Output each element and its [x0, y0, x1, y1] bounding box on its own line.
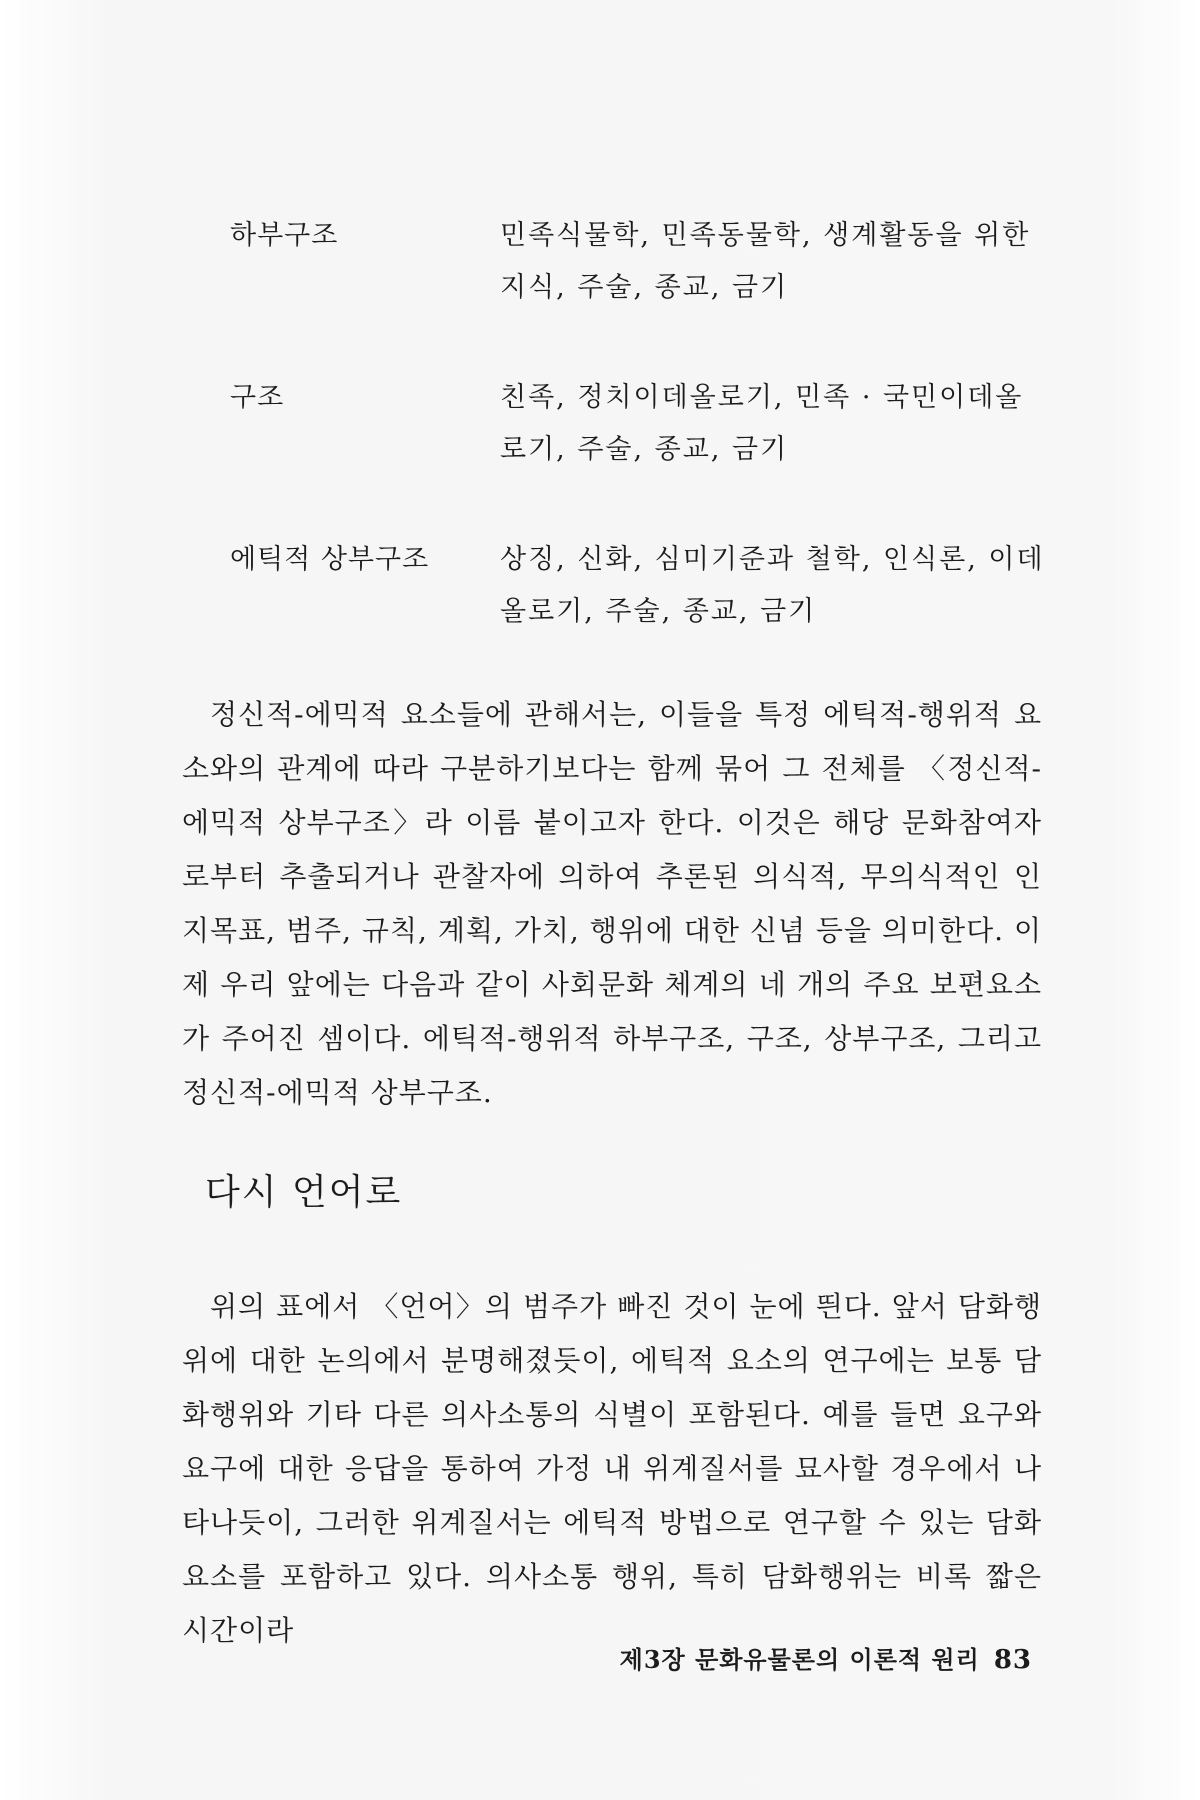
definition-description: 친족, 정치이데올로기, 민족 · 국민이데올로기, 주술, 종교, 금기	[500, 382, 1024, 465]
definition-description: 민족식물학, 민족동물학, 생계활동을 위한 지식, 주술, 종교, 금기	[500, 220, 1031, 303]
definition-table	[230, 210, 1050, 696]
section-heading: 다시 언어로	[205, 1172, 403, 1213]
definition-row	[230, 210, 1050, 314]
body-paragraph: 정신적-에믹적 요소들에 관해서는, 이들을 특정 에틱적-행위적 요소와의 관계에 따라 구분하기보다는 함께 묶어 그 전체를 〈정신적-에믹적 상부구조〉라 이름 붙이고자 한다. 이것은 해당 문화참여자로부터 추출되거나 관찰자에 의하여 추론된 의식적, 무의식적인 인지목표, 범주, 규칙, 계획, 가치, 행위에 대한 신념 등을 의미한다. 이제 우리 앞에는 다음과 같이 사회문화 체계의 네 개의 주요 보편요소가 주어진 셈이다. 에틱적-행위적 하부구조, 구조, 상부구조, 그리고 정신적-에믹적 상부구조.	[182, 698, 1042, 1109]
running-head: 제3장 문화유물론의 이론적 원리	[619, 1645, 980, 1674]
definition-term: 구조	[230, 382, 285, 413]
definition-description: 상징, 신화, 심미기준과 철학, 인식론, 이데올로기, 주술, 종교, 금기	[500, 544, 1045, 627]
body-paragraph: 위의 표에서 〈언어〉의 범주가 빠진 것이 눈에 띈다. 앞서 담화행위에 대한 논의에서 분명해졌듯이, 에틱적 요소의 연구에는 보통 담화행위와 기타 다른 의사소통의 식별이 포함된다. 예를 들면 요구와 요구에 대한 응답을 통하여 가정 내 위계질서를 묘사할 경우에서 나타나듯이, 그러한 위계질서는 에틱적 방법으로 연구할 수 있는 담화요소를 포함하고 있다. 의사소통 행위, 특히 담화행위는 비록 짧은 시간이라	[182, 1290, 1042, 1647]
page-footer	[620, 1640, 1032, 1675]
definition-row	[230, 372, 1050, 476]
definition-row	[230, 534, 1050, 638]
definition-term: 에틱적 상부구조	[230, 544, 430, 575]
page-number: 83	[993, 1645, 1032, 1675]
definition-term: 하부구조	[230, 220, 339, 251]
